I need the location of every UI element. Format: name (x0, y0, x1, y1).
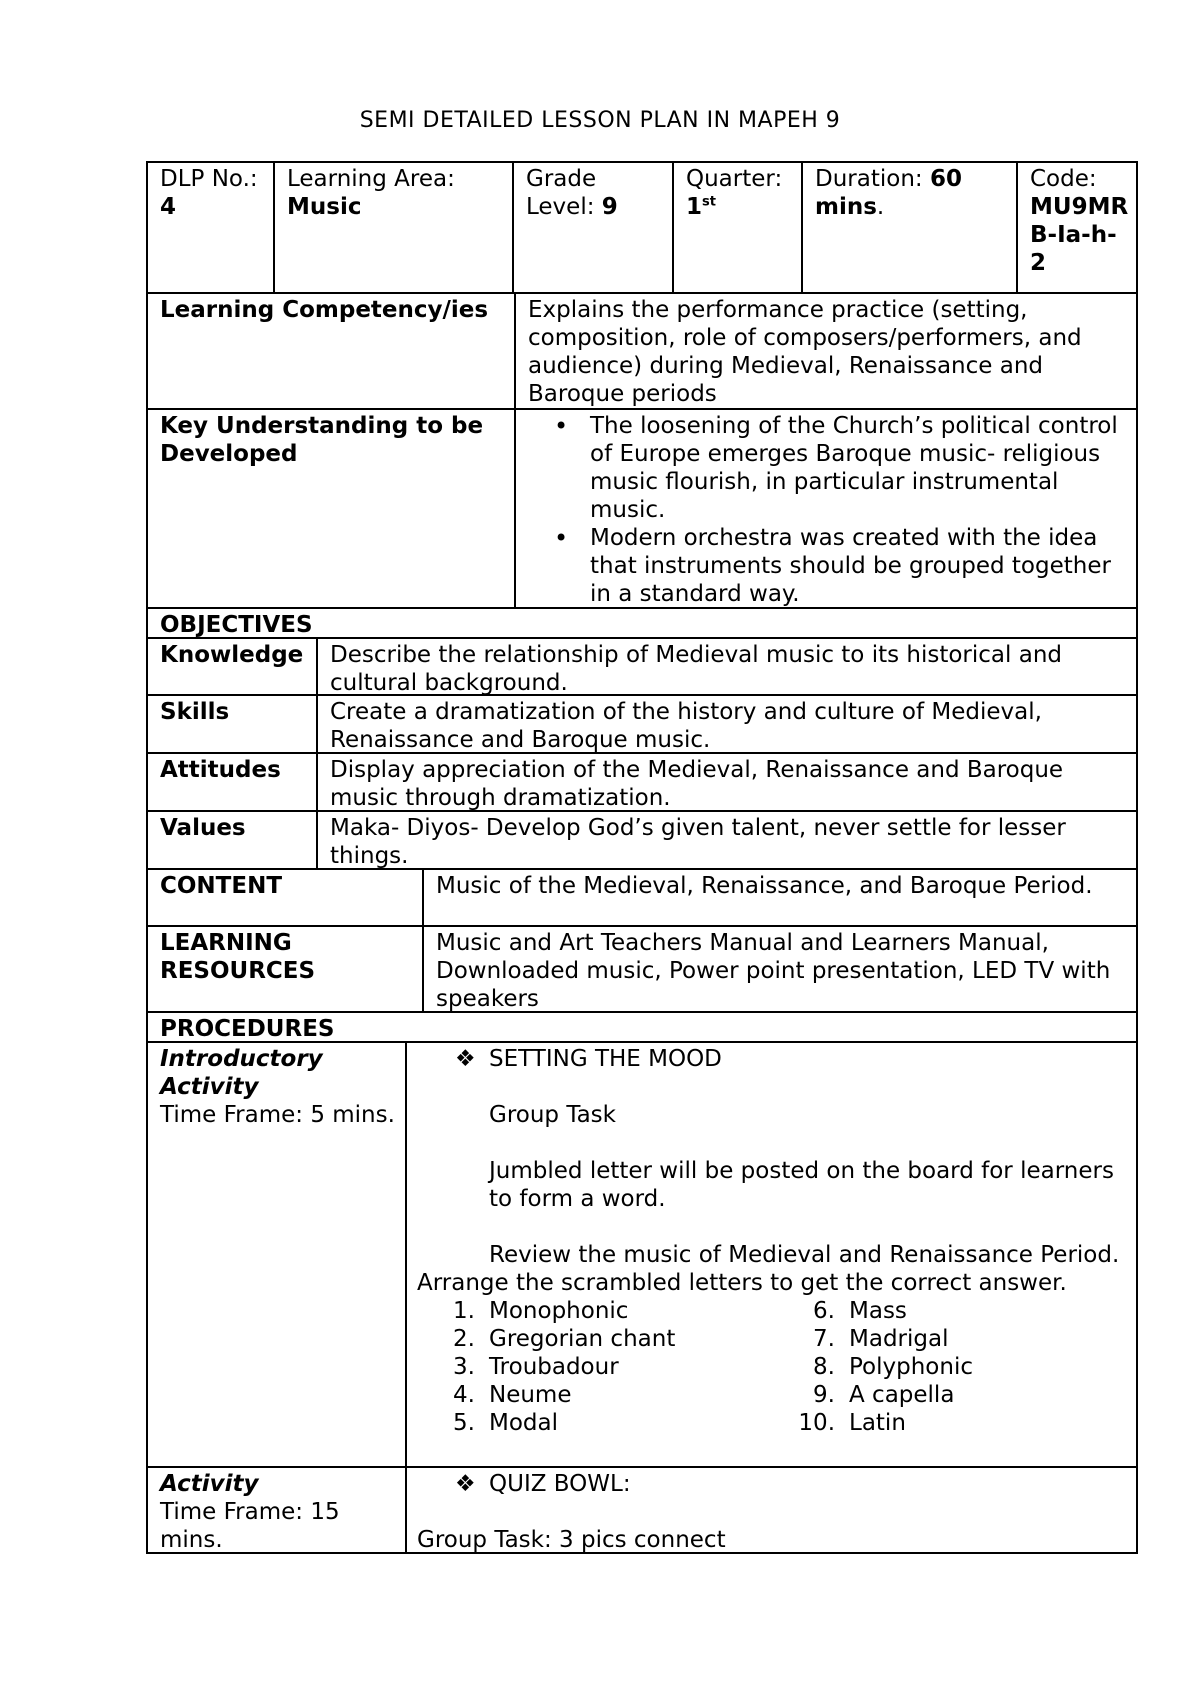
key-understanding-list (514, 410, 1136, 607)
objective-row-skills (148, 694, 1136, 752)
competency-label: Learning Competency/ies (160, 297, 489, 323)
grade-level-label: Grade Level: (526, 166, 597, 220)
objective-text: Create a dramatization of the history and culture of Medieval, Renaissance and Baroque music. (316, 696, 1136, 752)
objectives-heading-row (148, 607, 1136, 637)
objectives-heading: OBJECTIVES (160, 612, 313, 638)
dlp-value: 4 (160, 194, 177, 220)
key-understanding-item: • Modern orchestra was created with the idea that instruments should be grouped together in a standard way. (590, 524, 1126, 608)
duration-value: 60 mins (815, 166, 962, 220)
intro-activity-row (148, 1041, 1136, 1466)
objective-text: Display appreciation of the Medieval, Renaissance and Baroque music through dramatization. (316, 754, 1136, 810)
list-item: 4. Neume (453, 1382, 572, 1408)
list-item: 8. Polyphonic (813, 1354, 973, 1380)
procedures-heading: PROCEDURES (160, 1016, 335, 1042)
activity-task: Group Task: 3 pics connect (417, 1527, 726, 1553)
list-item: 6. Mass (813, 1298, 907, 1324)
dlp-label: DLP No.: (160, 166, 258, 192)
lesson-plan-table (146, 161, 1138, 1554)
content-label: CONTENT (160, 873, 283, 899)
activity-body (405, 1468, 1136, 1552)
content-row (148, 868, 1136, 925)
grade-level-cell (512, 163, 672, 292)
key-understanding-label: Key Understanding to be Developed (160, 413, 484, 467)
code-cell (1016, 163, 1136, 292)
key-understanding-row (148, 408, 1136, 607)
activity-label-cell (148, 1468, 405, 1552)
objective-label: Knowledge (160, 642, 304, 668)
objective-row-values (148, 810, 1136, 868)
quarter-label: Quarter: (686, 166, 783, 192)
list-item: 2. Gregorian chant (453, 1326, 676, 1352)
resources-row (148, 925, 1136, 1011)
activity-time: Time Frame: 15 mins. (160, 1499, 340, 1553)
scrambled-word-list (417, 1297, 1126, 1437)
objective-label: Attitudes (160, 757, 281, 783)
key-understanding-item: • The loosening of the Church’s political control of Europe emerges Baroque music- religious music flourish, in particular instrumental music. (590, 412, 1126, 524)
diamond-bullet-icon: ❖ (455, 1471, 476, 1497)
intro-activity-label-cell (148, 1043, 405, 1466)
activity-row (148, 1466, 1136, 1552)
intro-activity-body (405, 1043, 1136, 1466)
activity-title: Activity (160, 1471, 259, 1497)
header-row (148, 163, 1136, 292)
dlp-cell (148, 163, 273, 292)
procedures-heading-row (148, 1011, 1136, 1041)
learning-area-label: Learning Area: (287, 166, 455, 192)
list-item: 3. Troubadour (453, 1354, 619, 1380)
objective-row-attitudes (148, 752, 1136, 810)
code-value: MU9MR B-Ia-h-2 (1030, 194, 1129, 276)
list-item: 5. Modal (453, 1410, 558, 1436)
page-title: SEMI DETAILED LESSON PLAN IN MAPEH 9 (359, 108, 841, 133)
objective-label: Skills (160, 699, 230, 725)
competency-text: Explains the performance practice (setting, composition, role of composers/performers, and audience) during Medieval, Renaissance and Baroque periods (514, 294, 1136, 408)
list-item: 7. Madrigal (813, 1326, 949, 1352)
quarter-cell (672, 163, 801, 292)
activity-bullet-text: QUIZ BOWL: (489, 1471, 631, 1497)
intro-bullet-text: SETTING THE MOOD (489, 1046, 722, 1072)
content-text: Music of the Medieval, Renaissance, and Baroque Period. (422, 870, 1136, 925)
learning-area-value: Music (287, 194, 362, 220)
intro-instruction: Arrange the scrambled letters to get the correct answer. (417, 1270, 1067, 1296)
list-item: 10. Latin (798, 1410, 906, 1436)
list-item: 9. A capella (813, 1382, 955, 1408)
competency-row (148, 292, 1136, 408)
objective-label: Values (160, 815, 246, 841)
quarter-superscript: st (702, 194, 716, 210)
duration-label: Duration: (815, 166, 923, 192)
intro-paragraph: Jumbled letter will be posted on the board for learners to form a word. (489, 1158, 1114, 1212)
list-item: 1. Monophonic (453, 1298, 629, 1324)
duration-cell: Duration: 60 mins. (801, 163, 1016, 292)
intro-activity-title: Introductory Activity (160, 1046, 323, 1100)
objective-row-knowledge (148, 637, 1136, 694)
objective-text: Maka- Diyos- Develop God’s given talent, never settle for lesser things. (316, 812, 1136, 868)
intro-task: Group Task (489, 1102, 616, 1128)
learning-area-cell (273, 163, 512, 292)
intro-paragraph: Review the music of Medieval and Renaissance Period. (489, 1242, 1120, 1268)
resources-text: Music and Art Teachers Manual and Learners Manual, Downloaded music, Power point presentation, LED TV with speakers (422, 927, 1136, 1011)
objective-text: Describe the relationship of Medieval music to its historical and cultural background. (316, 639, 1136, 694)
diamond-bullet-icon: ❖ (455, 1046, 476, 1072)
grade-level-value: 9 (601, 194, 618, 220)
quarter-value: 1 (686, 194, 703, 220)
intro-activity-time: Time Frame: 5 mins. (160, 1102, 395, 1128)
code-label: Code: (1030, 166, 1097, 192)
resources-label: LEARNING RESOURCES (160, 930, 316, 984)
